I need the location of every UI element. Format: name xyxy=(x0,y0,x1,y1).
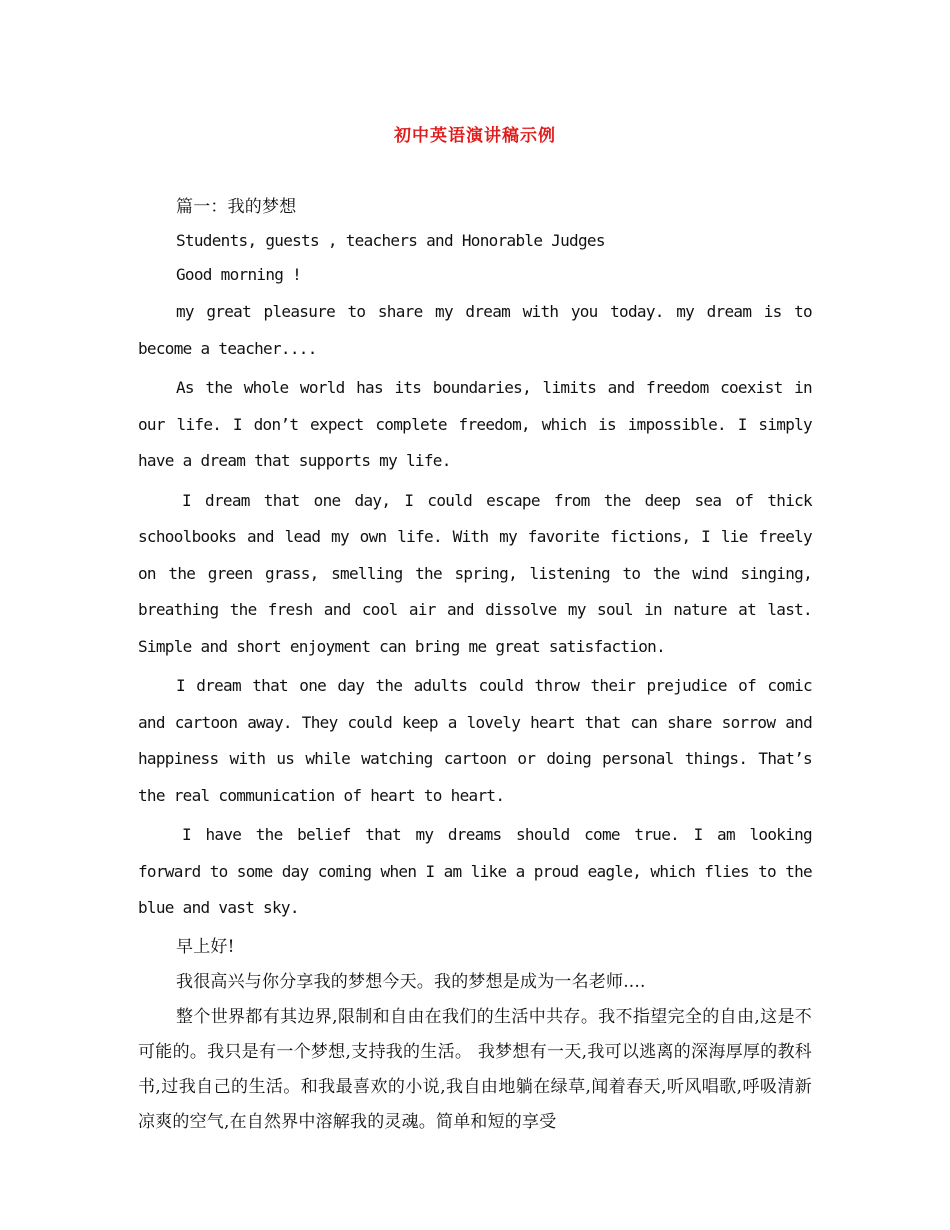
paragraph: As the whole world has its boundaries, limits and freedom coexist in our life. I don’t expect complete freedom, which is impossible. I simply have a dream that supports my life. xyxy=(138,378,812,470)
paragraph-cn: 我很高兴与你分享我的梦想今天。我的梦想是成为一名老师.... xyxy=(176,971,646,992)
paragraph: my great pleasure to share my dream with you today. my dream is to become a teacher.... xyxy=(138,302,812,358)
document-title: 初中英语演讲稿示例 xyxy=(394,126,556,146)
paragraph: I dream that one day, I could escape from the deep sea of thick schoolbooks and lead my own life. With my favorite fictions, I lie freely on the green grass, smelling the spring, listening to the wind singing, breathing the fresh and cool air and dissolve my soul in nature at last. Simple and short enjoyment can bring me great satisfaction. xyxy=(138,490,812,656)
paragraph: Good morning ! xyxy=(176,265,302,284)
paragraph: I have the belief that my dreams should come true. I am looking forward to some day coming when I am like a proud eagle, which flies to the blue and vast sky. xyxy=(138,825,812,917)
paragraph-cn: 整个世界都有其边界,限制和自由在我们的生活中共存。我不指望完全的自由,这是不可能的。我只是有一个梦想,支持我的生活。 我梦想有一天,我可以逃离的深海厚厚的教科书,过我自己的生活。和我最喜欢的小说,我自由地躺在绿草,闻着春天,听风唱歌,呼吸清新凉爽的空气,在自然界中溶解我的灵魂。简单和短的享受 xyxy=(138,1006,812,1132)
document-body xyxy=(138,192,812,1140)
greeting-line: Students, guests , teachers and Honorable Judges xyxy=(176,231,605,250)
paragraph: I dream that one day the adults could throw their prejudice of comic and cartoon away. They could keep a lovely heart that can share sorrow and happiness with us while watching cartoon or doing personal things. That’s the real communication of heart to heart. xyxy=(138,676,812,805)
paragraph-cn: 早上好! xyxy=(176,936,235,957)
section-heading: 篇一：我的梦想 xyxy=(176,197,297,217)
